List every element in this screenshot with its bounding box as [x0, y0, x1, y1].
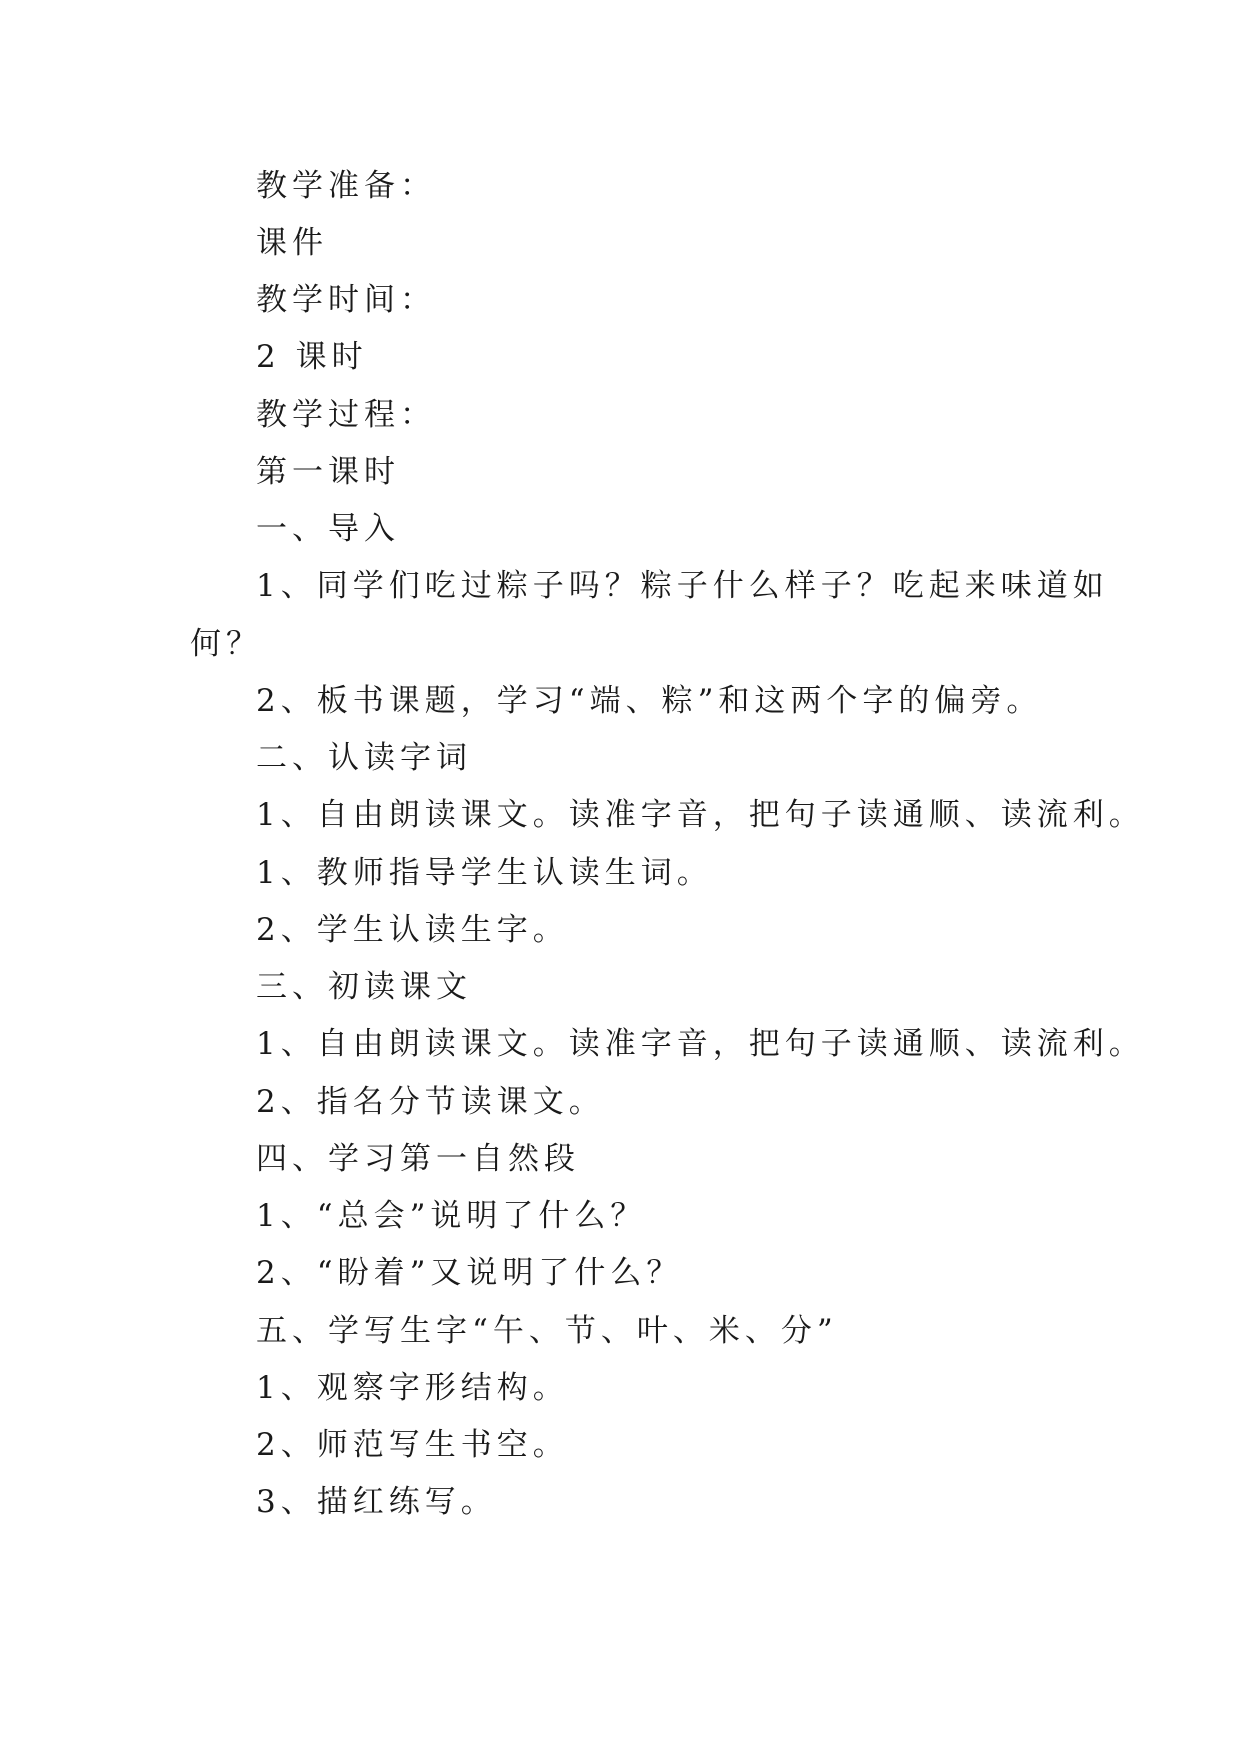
section-word-recognition: 二、认读字词 — [256, 740, 472, 776]
paragraph-line: 1、同学们吃过粽子吗？粽子什么样子？吃起来味道如 — [256, 568, 1109, 604]
heading-first-lesson: 第一课时 — [256, 454, 400, 490]
paragraph-line: 1、自由朗读课文。读准字音，把句子读通顺、读流利。 — [256, 797, 1145, 833]
section-character-writing: 五、学写生字“午、节、叶、米、分” — [256, 1313, 838, 1349]
section-introduction: 一、导入 — [256, 511, 400, 547]
paragraph-line: 2、“盼着”又说明了什么？ — [256, 1255, 683, 1291]
paragraph-line: 2、师范写生书空。 — [256, 1427, 569, 1463]
paragraph-line: 1、自由朗读课文。读准字音，把句子读通顺、读流利。 — [256, 1026, 1145, 1062]
heading-teaching-time: 教学时间： — [256, 282, 436, 318]
section-first-paragraph-study: 四、学习第一自然段 — [256, 1141, 580, 1177]
text-lesson-count: 2 课时 — [256, 339, 368, 375]
text-courseware: 课件 — [256, 225, 328, 261]
paragraph-line: 3、描红练写。 — [256, 1484, 497, 1520]
paragraph-line-continuation: 何？ — [190, 626, 262, 662]
paragraph-line: 1、“总会”说明了什么？ — [256, 1198, 647, 1234]
section-first-reading: 三、初读课文 — [256, 969, 472, 1005]
paragraph-line: 2、学生认读生字。 — [256, 912, 569, 948]
paragraph-line: 2、指名分节读课文。 — [256, 1084, 605, 1120]
paragraph-line: 2、板书课题，学习“端、粽”和这两个字的偏旁。 — [256, 683, 1043, 719]
paragraph-line: 1、教师指导学生认读生词。 — [256, 855, 713, 891]
paragraph-line: 1、观察字形结构。 — [256, 1370, 569, 1406]
heading-teaching-process: 教学过程： — [256, 397, 436, 433]
heading-teaching-preparation: 教学准备： — [256, 168, 436, 204]
